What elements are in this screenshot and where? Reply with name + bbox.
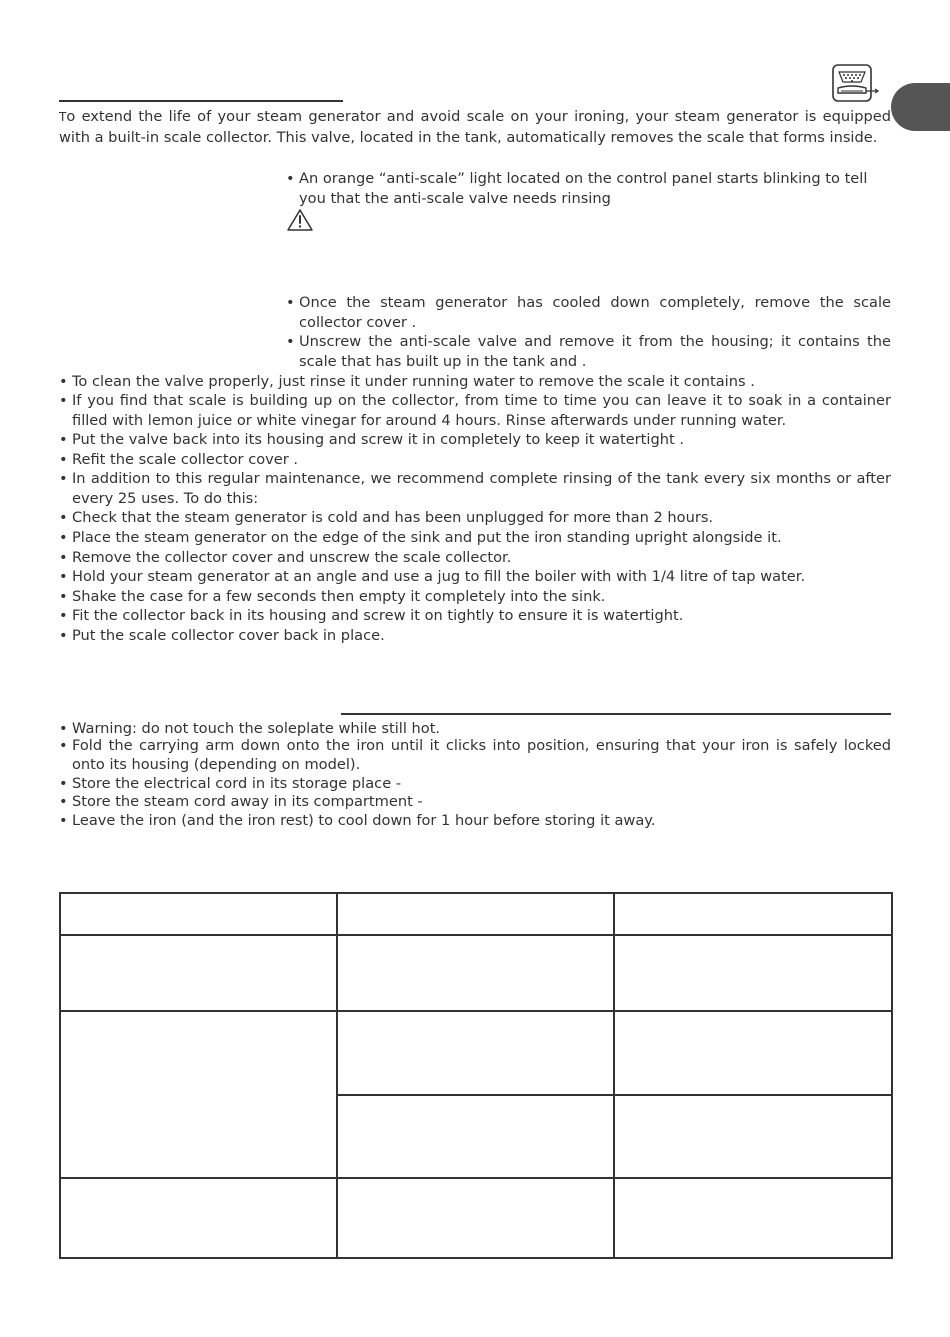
bullet-text: Store the steam cord away in its compartment -	[72, 793, 423, 810]
bullet-dot: •	[59, 588, 68, 605]
warning-triangle-icon	[286, 208, 314, 232]
section-rule-storage	[341, 713, 891, 715]
bullet-dot: •	[59, 470, 68, 487]
bullet-text: Refit the scale collector cover .	[72, 451, 299, 468]
bullet-text: Fit the collector back in its housing and screw it on tightly to ensure it is watertight.	[72, 607, 684, 624]
bullet-dot: •	[59, 373, 68, 390]
list-item	[59, 811, 891, 831]
bullet-text: Remove the collector cover and unscrew the scale collector.	[72, 549, 512, 566]
bullet-dot: •	[286, 294, 295, 311]
list-item	[59, 450, 891, 470]
table-cell	[337, 1178, 614, 1258]
bullet-text: Put the valve back into its housing and screw it in completely to keep it watertight .	[72, 431, 684, 448]
list-item	[59, 508, 891, 528]
bullet-dot: •	[59, 793, 68, 810]
bullet-dot: •	[59, 720, 68, 737]
table-cell	[614, 1011, 892, 1095]
bullet-dot: •	[59, 549, 68, 566]
bullet-text: In addition to this regular maintenance, we recommend complete rinsing of the tank every six months or after every 25 uses. To do this:	[72, 470, 891, 507]
list-item	[286, 332, 891, 371]
section-rule-descaling	[59, 100, 343, 102]
language-tab	[891, 83, 950, 131]
bullet-text: An orange “anti-scale” light located on the control panel starts blinking to tell you that the anti-scale valve needs rinsing	[299, 170, 868, 207]
bullet-text: Place the steam generator on the edge of the sink and put the iron standing upright alongside it.	[72, 529, 782, 546]
list-item	[59, 719, 891, 739]
list-item	[59, 587, 891, 607]
bullet-text: Once the steam generator has cooled down completely, remove the scale collector cover .	[299, 294, 891, 331]
list-item	[59, 606, 891, 626]
intro-first-letter: T	[59, 110, 67, 124]
bullet-dot: •	[59, 607, 68, 624]
bullet-dot: •	[59, 529, 68, 546]
bullet-text: Store the electrical cord in its storage place -	[72, 775, 402, 792]
intro-text: o extend the life of your steam generator and avoid scale on your ironing, your steam generator is equipped with a built-in scale collector. This valve, located in the tank, automatically removes the scale that forms inside.	[59, 108, 891, 146]
list-item	[286, 293, 891, 332]
table-cell	[60, 1178, 337, 1258]
table-row	[60, 935, 892, 1011]
table-cell	[614, 935, 892, 1011]
bullet-text: Hold your steam generator at an angle and use a jug to fill the boiler with with 1/4 litre of tap water.	[72, 568, 806, 585]
bullet-dot: •	[59, 509, 68, 526]
list-item	[59, 528, 891, 548]
table-cell	[614, 893, 892, 935]
bullet-dot: •	[59, 812, 68, 829]
table-cell	[60, 1011, 337, 1178]
list-item	[59, 430, 891, 450]
table-cell	[337, 935, 614, 1011]
list-item	[59, 391, 891, 430]
table-cell	[614, 1095, 892, 1178]
list-item	[59, 469, 891, 508]
bullet-dot: •	[59, 568, 68, 585]
bullet-dot: •	[286, 333, 295, 350]
bullet-dot: •	[59, 451, 68, 468]
iron-descaling-icon	[832, 64, 886, 104]
list-item	[59, 774, 891, 794]
table-cell	[337, 893, 614, 935]
intro-paragraph	[59, 107, 891, 147]
bullet-dot: •	[59, 392, 68, 409]
table-cell	[60, 935, 337, 1011]
table-cell	[60, 893, 337, 935]
bullet-text: Put the scale collector cover back in place.	[72, 627, 385, 644]
list-item	[59, 626, 891, 646]
bullet-dot: •	[59, 627, 68, 644]
list-item	[286, 169, 891, 208]
troubleshooting-table	[59, 892, 893, 1259]
bullet-text: Fold the carrying arm down onto the iron until it clicks into position, ensuring that your iron is safely locked onto its housing (depending on model).	[72, 737, 891, 773]
table-row	[60, 1011, 892, 1095]
bullet-dot: •	[59, 775, 68, 792]
bullet-dot: •	[286, 170, 295, 187]
bullet-text: Shake the case for a few seconds then empty it completely into the sink.	[72, 588, 606, 605]
list-item	[59, 792, 891, 812]
bullet-dot: •	[59, 431, 68, 448]
table-cell	[337, 1095, 614, 1178]
bullet-text: Warning: do not touch the soleplate while still hot.	[72, 720, 441, 737]
table-cell	[337, 1011, 614, 1095]
bullet-text: To clean the valve properly, just rinse it under running water to remove the scale it contains .	[72, 373, 755, 390]
bullet-text: Check that the steam generator is cold and has been unplugged for more than 2 hours.	[72, 509, 714, 526]
bullet-text: If you find that scale is building up on the collector, from time to time you can leave it to soak in a container filled with lemon juice or white vinegar for around 4 hours. Rinse afterwards under running water.	[72, 392, 891, 429]
list-item	[59, 372, 891, 392]
list-item	[59, 548, 891, 568]
bullet-text: Unscrew the anti-scale valve and remove it from the housing; it contains the scale that has built up in the tank and .	[299, 333, 891, 370]
table-cell	[614, 1178, 892, 1258]
list-item	[59, 567, 891, 587]
table-row	[60, 1178, 892, 1258]
bullet-dot: •	[59, 737, 68, 754]
bullet-text: Leave the iron (and the iron rest) to cool down for 1 hour before storing it away.	[72, 812, 656, 829]
list-item	[59, 737, 891, 774]
table-row	[60, 893, 892, 935]
